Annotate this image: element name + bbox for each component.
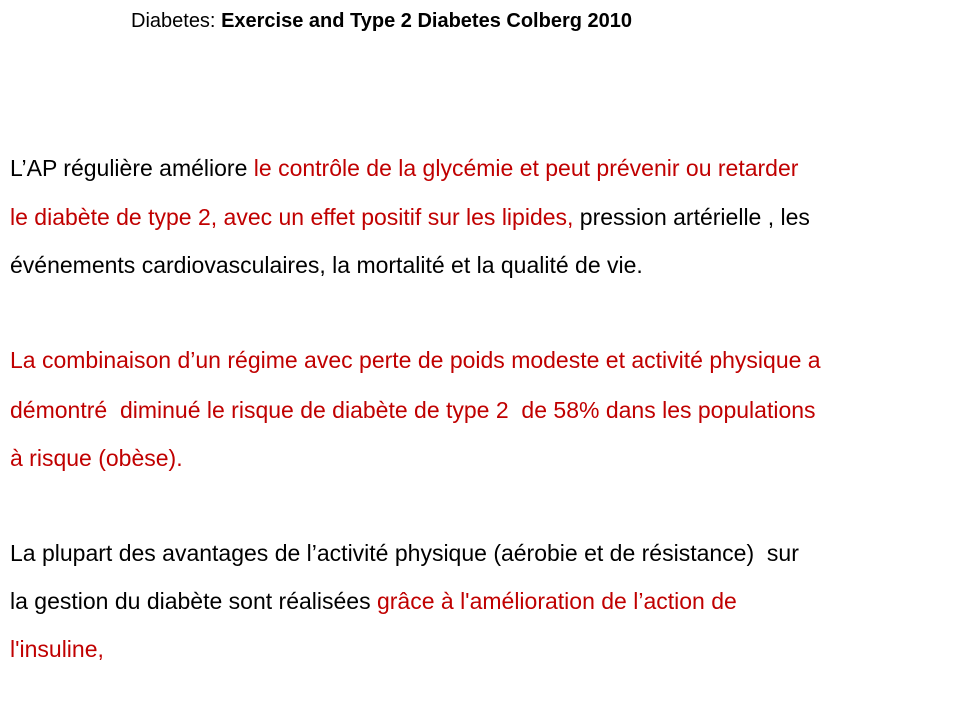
paragraph2-line1: La combinaison d’un régime avec perte de poids modeste et activité physique a (10, 347, 821, 373)
p3-l3-red: l'insuline, (10, 636, 104, 662)
p3-l2-red: grâce à l'amélioration de l’action de (376, 588, 737, 614)
paragraph1-line3 (10, 251, 643, 279)
p1-l1-black: L’AP régulière améliore (10, 155, 254, 181)
paragraph3-line1: La plupart des avantages de l’activité physique (aérobie et de résistance) sur (10, 540, 799, 566)
title-main: Exercise and Type 2 Diabetes Colberg 2010 (221, 10, 632, 32)
title-prefix: Diabetes: (131, 10, 222, 32)
p3-l2-black: la gestion du diabète sont réalisées (10, 588, 377, 614)
p1-l1-red: le contrôle de la glycémie et peut prévenir ou retarder (253, 155, 799, 181)
p1-l2-red: le diabète de type 2, avec un effet positif sur les lipides, (10, 204, 574, 230)
paragraph2-line3: à risque (obèse). (10, 445, 183, 471)
paragraph3-line2 (10, 587, 737, 615)
p1-l2-black: pression artérielle , les (573, 204, 810, 230)
slide-title (131, 9, 632, 33)
paragraph1-line2 (10, 203, 810, 231)
p1-l3-black: événements cardiovasculaires, la mortalité et la qualité de vie. (10, 252, 643, 278)
paragraph1-line1 (10, 154, 798, 182)
paragraph2-line2: démontré diminué le risque de diabète de type 2 de 58% dans les populations (10, 397, 816, 423)
paragraph3-line3 (10, 635, 104, 663)
